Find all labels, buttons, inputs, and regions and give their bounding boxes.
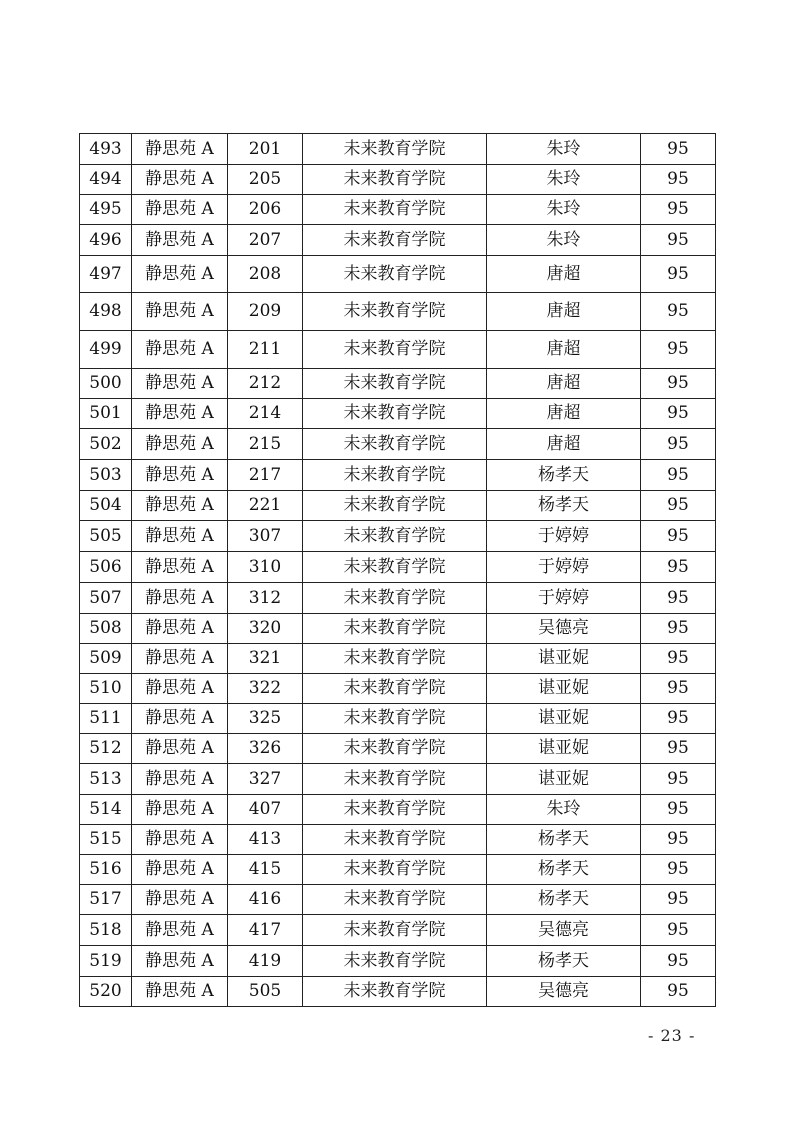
- room-cell: 307: [228, 521, 303, 552]
- table-body: [80, 134, 716, 1007]
- score-cell: 95: [641, 795, 716, 825]
- room-cell: 208: [228, 256, 303, 293]
- person-cell: 于婷婷: [487, 583, 641, 614]
- row-number-cell: 510: [80, 674, 132, 704]
- college-cell: 未来教育学院: [303, 429, 487, 460]
- score-cell: 95: [641, 293, 716, 331]
- score-cell: 95: [641, 369, 716, 399]
- row-number-cell: 502: [80, 429, 132, 460]
- building-cell: 静思苑 A: [132, 331, 228, 369]
- score-cell: 95: [641, 855, 716, 885]
- building-cell: 静思苑 A: [132, 915, 228, 946]
- building-cell: 静思苑 A: [132, 134, 228, 165]
- college-cell: 未来教育学院: [303, 331, 487, 369]
- room-cell: 207: [228, 225, 303, 256]
- table-row: [80, 946, 716, 977]
- table-row: [80, 225, 716, 256]
- room-cell: 205: [228, 165, 303, 195]
- building-cell: 静思苑 A: [132, 795, 228, 825]
- row-number-cell: 504: [80, 491, 132, 521]
- row-number-cell: 506: [80, 552, 132, 583]
- score-cell: 95: [641, 521, 716, 552]
- building-cell: 静思苑 A: [132, 885, 228, 915]
- table-row: [80, 583, 716, 614]
- college-cell: 未来教育学院: [303, 256, 487, 293]
- table-row: [80, 885, 716, 915]
- building-cell: 静思苑 A: [132, 734, 228, 764]
- building-cell: 静思苑 A: [132, 825, 228, 855]
- score-cell: 95: [641, 734, 716, 764]
- college-cell: 未来教育学院: [303, 195, 487, 225]
- room-cell: 505: [228, 977, 303, 1007]
- room-cell: 407: [228, 795, 303, 825]
- room-cell: 327: [228, 764, 303, 795]
- room-cell: 214: [228, 399, 303, 429]
- college-cell: 未来教育学院: [303, 764, 487, 795]
- score-cell: 95: [641, 977, 716, 1007]
- score-cell: 95: [641, 674, 716, 704]
- table-row: [80, 369, 716, 399]
- room-cell: 322: [228, 674, 303, 704]
- building-cell: 静思苑 A: [132, 460, 228, 491]
- table-row: [80, 614, 716, 644]
- building-cell: 静思苑 A: [132, 674, 228, 704]
- person-cell: 谌亚妮: [487, 644, 641, 674]
- row-number-cell: 518: [80, 915, 132, 946]
- score-cell: 95: [641, 825, 716, 855]
- row-number-cell: 507: [80, 583, 132, 614]
- college-cell: 未来教育学院: [303, 225, 487, 256]
- row-number-cell: 511: [80, 704, 132, 734]
- college-cell: 未来教育学院: [303, 460, 487, 491]
- row-number-cell: 509: [80, 644, 132, 674]
- person-cell: 谌亚妮: [487, 764, 641, 795]
- building-cell: 静思苑 A: [132, 195, 228, 225]
- person-cell: 唐超: [487, 293, 641, 331]
- room-cell: 209: [228, 293, 303, 331]
- building-cell: 静思苑 A: [132, 369, 228, 399]
- table-row: [80, 764, 716, 795]
- row-number-cell: 517: [80, 885, 132, 915]
- person-cell: 于婷婷: [487, 521, 641, 552]
- score-cell: 95: [641, 614, 716, 644]
- score-cell: 95: [641, 704, 716, 734]
- room-cell: 326: [228, 734, 303, 764]
- building-cell: 静思苑 A: [132, 583, 228, 614]
- table-row: [80, 825, 716, 855]
- room-cell: 221: [228, 491, 303, 521]
- college-cell: 未来教育学院: [303, 825, 487, 855]
- college-cell: 未来教育学院: [303, 704, 487, 734]
- score-cell: 95: [641, 225, 716, 256]
- person-cell: 杨孝天: [487, 460, 641, 491]
- college-cell: 未来教育学院: [303, 977, 487, 1007]
- room-cell: 215: [228, 429, 303, 460]
- table-row: [80, 429, 716, 460]
- building-cell: 静思苑 A: [132, 399, 228, 429]
- college-cell: 未来教育学院: [303, 915, 487, 946]
- college-cell: 未来教育学院: [303, 491, 487, 521]
- room-cell: 206: [228, 195, 303, 225]
- college-cell: 未来教育学院: [303, 552, 487, 583]
- room-cell: 415: [228, 855, 303, 885]
- college-cell: 未来教育学院: [303, 293, 487, 331]
- person-cell: 杨孝天: [487, 885, 641, 915]
- building-cell: 静思苑 A: [132, 293, 228, 331]
- score-cell: 95: [641, 946, 716, 977]
- person-cell: 于婷婷: [487, 552, 641, 583]
- building-cell: 静思苑 A: [132, 644, 228, 674]
- person-cell: 谌亚妮: [487, 674, 641, 704]
- room-cell: 310: [228, 552, 303, 583]
- college-cell: 未来教育学院: [303, 674, 487, 704]
- building-cell: 静思苑 A: [132, 614, 228, 644]
- room-cell: 417: [228, 915, 303, 946]
- row-number-cell: 496: [80, 225, 132, 256]
- building-cell: 静思苑 A: [132, 491, 228, 521]
- row-number-cell: 512: [80, 734, 132, 764]
- person-cell: 朱玲: [487, 795, 641, 825]
- row-number-cell: 508: [80, 614, 132, 644]
- room-cell: 312: [228, 583, 303, 614]
- building-cell: 静思苑 A: [132, 704, 228, 734]
- row-number-cell: 498: [80, 293, 132, 331]
- college-cell: 未来教育学院: [303, 399, 487, 429]
- row-number-cell: 514: [80, 795, 132, 825]
- building-cell: 静思苑 A: [132, 764, 228, 795]
- dorm-score-table: [79, 133, 716, 1007]
- table-row: [80, 734, 716, 764]
- table-row: [80, 977, 716, 1007]
- row-number-cell: 505: [80, 521, 132, 552]
- college-cell: 未来教育学院: [303, 855, 487, 885]
- college-cell: 未来教育学院: [303, 946, 487, 977]
- room-cell: 321: [228, 644, 303, 674]
- score-cell: 95: [641, 429, 716, 460]
- table-row: [80, 704, 716, 734]
- person-cell: 朱玲: [487, 225, 641, 256]
- score-cell: 95: [641, 460, 716, 491]
- person-cell: 谌亚妮: [487, 704, 641, 734]
- table-row: [80, 399, 716, 429]
- building-cell: 静思苑 A: [132, 977, 228, 1007]
- table-row: [80, 256, 716, 293]
- row-number-cell: 501: [80, 399, 132, 429]
- table-row: [80, 165, 716, 195]
- college-cell: 未来教育学院: [303, 369, 487, 399]
- row-number-cell: 515: [80, 825, 132, 855]
- score-cell: 95: [641, 915, 716, 946]
- person-cell: 唐超: [487, 369, 641, 399]
- person-cell: 杨孝天: [487, 855, 641, 885]
- college-cell: 未来教育学院: [303, 165, 487, 195]
- person-cell: 唐超: [487, 399, 641, 429]
- table-row: [80, 491, 716, 521]
- building-cell: 静思苑 A: [132, 855, 228, 885]
- person-cell: 朱玲: [487, 195, 641, 225]
- table-row: [80, 293, 716, 331]
- person-cell: 吴德亮: [487, 614, 641, 644]
- score-cell: 95: [641, 491, 716, 521]
- table-row: [80, 552, 716, 583]
- building-cell: 静思苑 A: [132, 552, 228, 583]
- row-number-cell: 503: [80, 460, 132, 491]
- college-cell: 未来教育学院: [303, 521, 487, 552]
- score-cell: 95: [641, 331, 716, 369]
- person-cell: 唐超: [487, 256, 641, 293]
- score-cell: 95: [641, 885, 716, 915]
- row-number-cell: 494: [80, 165, 132, 195]
- person-cell: 唐超: [487, 331, 641, 369]
- table-row: [80, 674, 716, 704]
- table-row: [80, 915, 716, 946]
- building-cell: 静思苑 A: [132, 521, 228, 552]
- score-cell: 95: [641, 165, 716, 195]
- room-cell: 201: [228, 134, 303, 165]
- table-row: [80, 795, 716, 825]
- room-cell: 212: [228, 369, 303, 399]
- person-cell: 杨孝天: [487, 491, 641, 521]
- table-row: [80, 855, 716, 885]
- score-cell: 95: [641, 195, 716, 225]
- room-cell: 217: [228, 460, 303, 491]
- score-cell: 95: [641, 256, 716, 293]
- score-cell: 95: [641, 583, 716, 614]
- row-number-cell: 497: [80, 256, 132, 293]
- building-cell: 静思苑 A: [132, 429, 228, 460]
- person-cell: 吴德亮: [487, 977, 641, 1007]
- person-cell: 杨孝天: [487, 946, 641, 977]
- score-cell: 95: [641, 644, 716, 674]
- college-cell: 未来教育学院: [303, 734, 487, 764]
- person-cell: 朱玲: [487, 134, 641, 165]
- college-cell: 未来教育学院: [303, 644, 487, 674]
- row-number-cell: 495: [80, 195, 132, 225]
- row-number-cell: 516: [80, 855, 132, 885]
- room-cell: 211: [228, 331, 303, 369]
- row-number-cell: 513: [80, 764, 132, 795]
- room-cell: 413: [228, 825, 303, 855]
- college-cell: 未来教育学院: [303, 134, 487, 165]
- room-cell: 320: [228, 614, 303, 644]
- score-cell: 95: [641, 552, 716, 583]
- person-cell: 唐超: [487, 429, 641, 460]
- building-cell: 静思苑 A: [132, 225, 228, 256]
- row-number-cell: 500: [80, 369, 132, 399]
- score-cell: 95: [641, 764, 716, 795]
- college-cell: 未来教育学院: [303, 614, 487, 644]
- table-row: [80, 331, 716, 369]
- room-cell: 419: [228, 946, 303, 977]
- person-cell: 杨孝天: [487, 825, 641, 855]
- page-number: - 23 -: [648, 1026, 696, 1045]
- row-number-cell: 499: [80, 331, 132, 369]
- person-cell: 吴德亮: [487, 915, 641, 946]
- table-row: [80, 460, 716, 491]
- person-cell: 谌亚妮: [487, 734, 641, 764]
- row-number-cell: 493: [80, 134, 132, 165]
- table-row: [80, 195, 716, 225]
- room-cell: 416: [228, 885, 303, 915]
- score-cell: 95: [641, 399, 716, 429]
- building-cell: 静思苑 A: [132, 165, 228, 195]
- college-cell: 未来教育学院: [303, 885, 487, 915]
- table-row: [80, 521, 716, 552]
- college-cell: 未来教育学院: [303, 795, 487, 825]
- row-number-cell: 519: [80, 946, 132, 977]
- building-cell: 静思苑 A: [132, 946, 228, 977]
- table-row: [80, 644, 716, 674]
- table-row: [80, 134, 716, 165]
- row-number-cell: 520: [80, 977, 132, 1007]
- room-cell: 325: [228, 704, 303, 734]
- person-cell: 朱玲: [487, 165, 641, 195]
- building-cell: 静思苑 A: [132, 256, 228, 293]
- college-cell: 未来教育学院: [303, 583, 487, 614]
- score-cell: 95: [641, 134, 716, 165]
